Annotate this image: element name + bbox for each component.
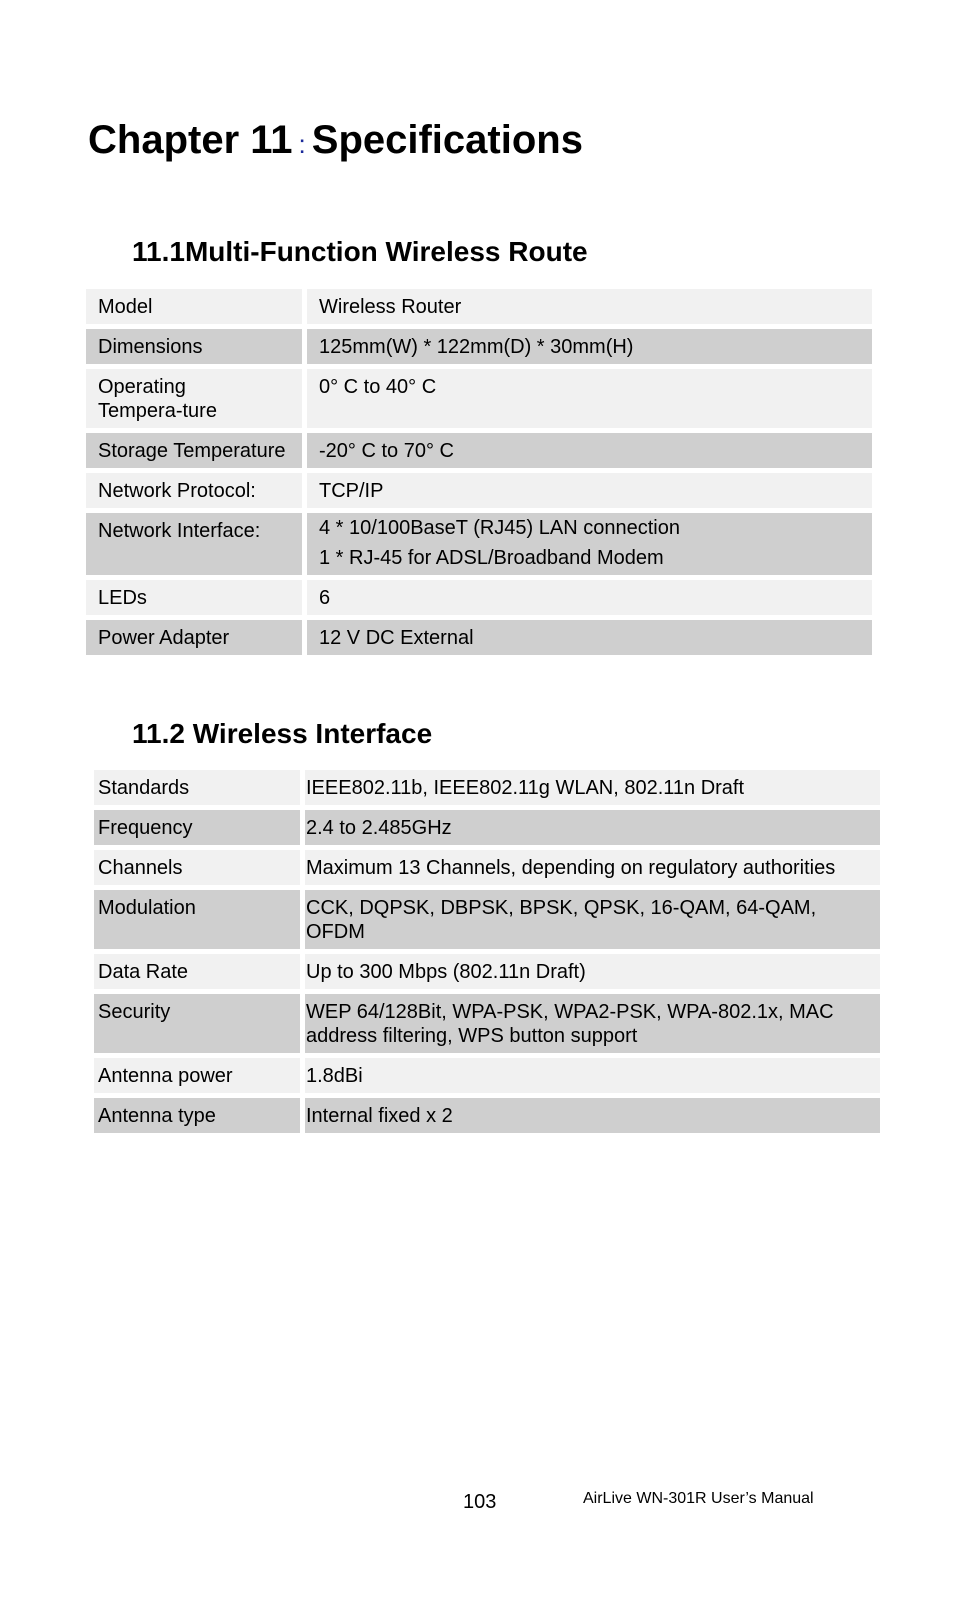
spec-value: 6	[307, 580, 872, 615]
footer-manual-title: AirLive WN-301R User’s Manual	[583, 1490, 814, 1507]
spec-row-security	[94, 994, 880, 1053]
wireless-spec-table	[94, 770, 880, 1138]
spec-key: Channels	[94, 850, 300, 885]
spec-value: Wireless Router	[307, 289, 872, 324]
spec-key: LEDs	[86, 580, 302, 615]
spec-row-standards	[94, 770, 880, 805]
spec-key: Antenna type	[94, 1098, 300, 1133]
spec-row-leds	[86, 580, 872, 615]
spec-key: Dimensions	[86, 329, 302, 364]
spec-value: Up to 300 Mbps (802.11n Draft)	[305, 954, 880, 989]
spec-key: Model	[86, 289, 302, 324]
section-title-multi-function-router: 11.1Multi-Function Wireless Route	[132, 236, 588, 267]
spec-row-network-interface	[86, 513, 872, 575]
chapter-label: Chapter 11	[88, 118, 293, 162]
spec-value: 125mm(W) * 122mm(D) * 30mm(H)	[307, 329, 872, 364]
spec-key: Data Rate	[94, 954, 300, 989]
spec-key: Security	[94, 994, 300, 1053]
spec-value-line: 4 * 10/100BaseT (RJ45) LAN connection	[319, 517, 680, 539]
spec-row-antenna-power	[94, 1058, 880, 1093]
section-title-wireless-interface: 11.2 Wireless Interface	[132, 718, 433, 749]
spec-key: Power Adapter	[86, 620, 302, 655]
spec-value	[307, 513, 872, 575]
spec-value: WEP 64/128Bit, WPA-PSK, WPA2-PSK, WPA-802.1x, MAC address filtering, WPS button support	[305, 994, 880, 1053]
spec-row-data-rate	[94, 954, 880, 989]
spec-value: TCP/IP	[307, 473, 872, 508]
spec-value: 0° C to 40° C	[307, 369, 872, 428]
chapter-title	[88, 118, 583, 163]
spec-value: Internal fixed x 2	[305, 1098, 880, 1133]
spec-row-network-protocol	[86, 473, 872, 508]
spec-value-line: 1 * RJ-45 for ADSL/Broadband Modem	[319, 547, 664, 569]
spec-row-channels	[94, 850, 880, 885]
spec-row-power-adapter	[86, 620, 872, 655]
chapter-separator: :	[298, 129, 306, 159]
spec-row-model	[86, 289, 872, 324]
spec-key: Network Interface:	[86, 513, 302, 575]
spec-row-storage-temperature	[86, 433, 872, 468]
spec-row-modulation	[94, 890, 880, 949]
spec-value: IEEE802.11b, IEEE802.11g WLAN, 802.11n Draft	[305, 770, 880, 805]
spec-key: Network Protocol:	[86, 473, 302, 508]
spec-row-antenna-type	[94, 1098, 880, 1133]
router-spec-table	[86, 289, 872, 660]
spec-value: 2.4 to 2.485GHz	[305, 810, 880, 845]
chapter-name: Specifications	[311, 118, 583, 162]
spec-value: 12 V DC External	[307, 620, 872, 655]
spec-value: Maximum 13 Channels, depending on regulatory authorities	[305, 850, 880, 885]
page-number: 103	[463, 1491, 497, 1513]
spec-key: Storage Temperature	[86, 433, 302, 468]
spec-row-operating-temperature	[86, 369, 872, 428]
spec-key: Frequency	[94, 810, 300, 845]
spec-key: Antenna power	[94, 1058, 300, 1093]
spec-key: Operating Tempera-ture	[86, 369, 302, 428]
spec-value: -20° C to 70° C	[307, 433, 872, 468]
spec-key: Standards	[94, 770, 300, 805]
spec-value: CCK, DQPSK, DBPSK, BPSK, QPSK, 16-QAM, 64-QAM, OFDM	[305, 890, 880, 949]
spec-row-frequency	[94, 810, 880, 845]
spec-value: 1.8dBi	[305, 1058, 880, 1093]
spec-row-dimensions	[86, 329, 872, 364]
spec-key: Modulation	[94, 890, 300, 949]
